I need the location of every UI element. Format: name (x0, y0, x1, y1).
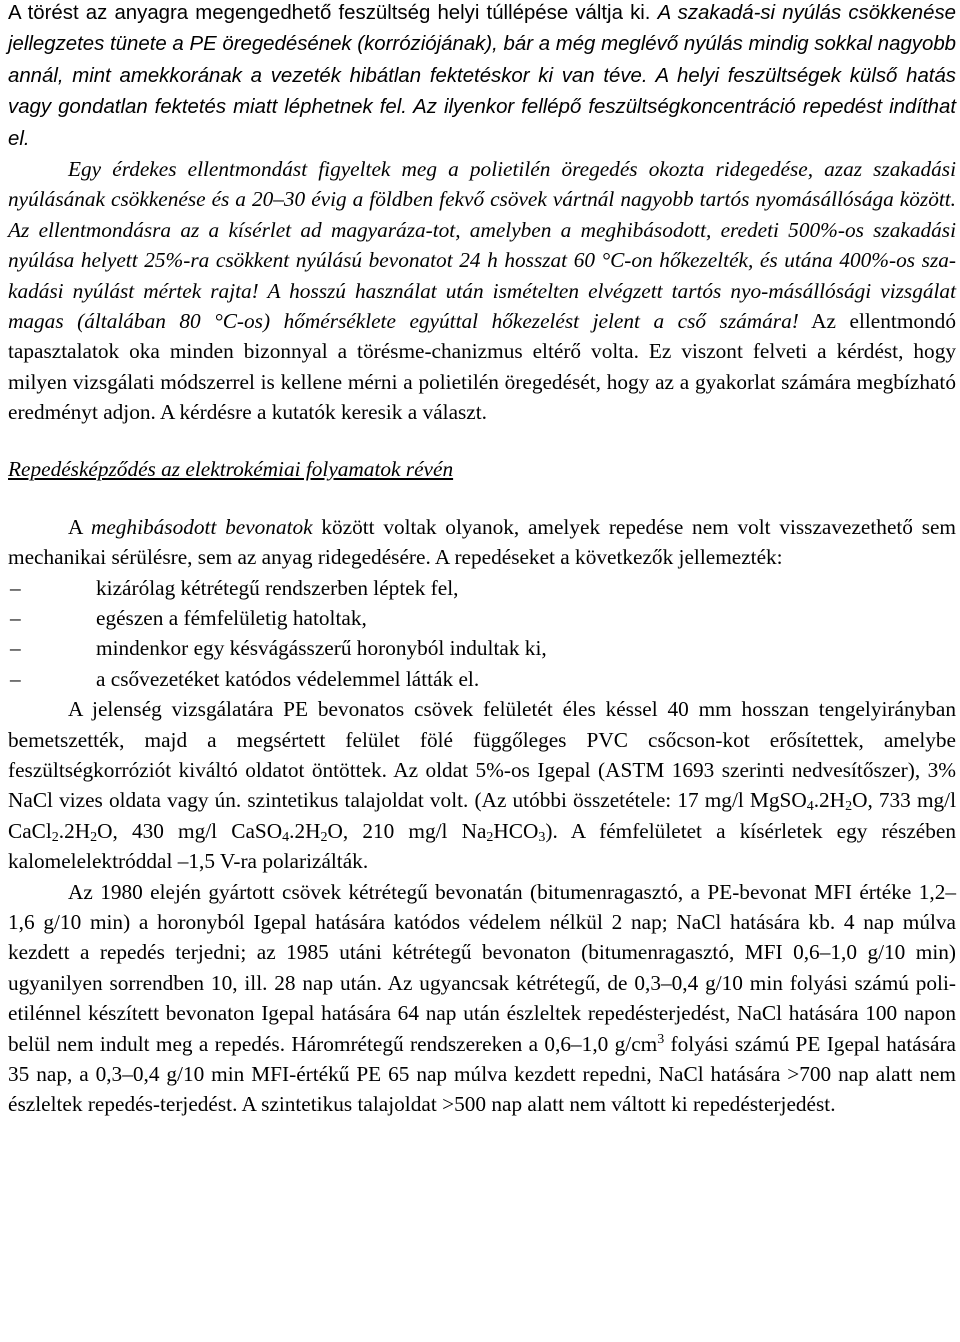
superscript: 3 (657, 1031, 665, 1047)
list-item (8, 633, 956, 663)
subscript: 2 (320, 829, 328, 845)
sentence-lead: A törést az anyagra megengedhető feszültség helyi túllépése váltja ki. (8, 2, 658, 24)
text-run: .2H (813, 788, 846, 813)
sentence-conclusion: Az ellentmondó tapasztalatok oka minden bizonnyal a törésme-chanizmus eltérő volta. Ez viszont felveti a kérdést, hogy milyen vizsgálati módszerrel is kellene mérni a polietilén öregedését, hogy az a gyakorlat számára megbízható eredményt adjon. A kérdésre a kutatók keresik a választ. (8, 309, 956, 425)
list-item (8, 664, 956, 694)
text-run: .2H (58, 818, 91, 843)
subscript: 2 (845, 799, 853, 815)
paragraph-results (8, 877, 956, 1120)
paragraph-experiment-setup (8, 694, 956, 876)
list-item-text: mindenkor egy késvágásszerű horonyból indultak ki, (96, 636, 547, 661)
text-run: között voltak olyanok, amelyek repedése nem volt visszavezethető sem mechanikai sérülésre, sem az anyag ridegedésére. A repedéseket a következők jellemezték: (8, 514, 957, 570)
section-heading: Repedésképződés az elektrokémiai folyamatok révén (8, 456, 454, 481)
list-item (8, 603, 956, 633)
crack-characteristics-list (8, 573, 956, 695)
text-run: ). A fémfelületet a kísérletek egy részében kalomelelektróddal –1,5 V-ra polarizálták. (8, 818, 956, 874)
subscript: 2 (51, 829, 59, 845)
list-item-text: kizárólag kétrétegű rendszerben léptek fel, (96, 575, 459, 600)
dash-bullet: – (10, 636, 21, 661)
text-run: A jelenség vizsgálatára PE bevonatos csövek felületét éles késsel 40 mm hosszan tengelyirányban bemetszették, majd a megsértett felület fölé függőleges PVC csőcson-kot erősítettek, amelybe feszültségkorróziót kiváltó oldatot öntöttek. Az oldat 5%-os Igepal (ASTM 1693 szerinti nedvesítőszer), 3% NaCl vizes oldata vagy ún. szintetikus talajoldat volt. (Az utóbbi összetétele: 17 mg/l MgSO (8, 697, 956, 813)
text-run: Az 1980 elején gyártott csövek kétrétegű bevonatán (bitumenragasztó, a PE-bevonat MFI értéke 1,2–1,6 g/10 min) a horonyból Igepal hatására katódos védelem nélkül 2 nap; NaCl hatására kb. 4 nap múlva kezdett a repedés terjedni; az 1985 utáni kétrétegű bevonaton (bitumenragasztó, MFI 0,6–1,0 g/10 min) ugyanilyen sorrendben 10, ill. 28 nap után. Az ugyancsak kétrétegű, de 0,3–0,4 g/10 min folyási számú poli-etilénnel készített bevonaton Igepal hatására 64 nap után észleltek repedésterjedést, NaCl hatására 100 napon belül nem indult meg a repedés. Háromrétegű rendszereken a 0,6–1,0 g/cm (8, 879, 956, 1056)
text-run: O, 430 mg/l CaSO (97, 818, 283, 843)
dash-bullet: – (10, 666, 21, 691)
list-item-text: a csővezetéket katódos védelemmel látták el. (96, 666, 480, 691)
sentence-elongation: A szakadá-si nyúlás csökkenése jellegzetes tünete a PE öregedésének (korróziójának), bár a még meglévő nyúlás mindig sokkal nagyobb annál, mint amekkorának a vezeték hibátlan fektetéskor ki van téve. (8, 2, 957, 87)
sentence-local-stress: A helyi feszültségek külső hatás vagy gondatlan fektetés miatt léphetnek fel. Az ilyenkor fellépő feszültségkoncentráció repedést indíthat el. (8, 64, 956, 150)
subscript: 4 (806, 799, 814, 815)
subscript: 3 (538, 829, 546, 845)
paragraph-stress-corrosion (8, 0, 956, 428)
text-run: O, 210 mg/l Na (327, 818, 487, 843)
list-item-text: egészen a fémfelületig hatoltak, (96, 605, 367, 630)
dash-bullet: – (10, 605, 21, 630)
text-emphasis: meghibásodott bevonatok (90, 514, 313, 539)
sentence-contradiction: Egy érdekes ellentmondást figyeltek meg a polietilén öregedés okozta ridegedése, azaz szakadási nyúlásának csökkenése és a 20–30 évig a földben fekvő csövek vártnál nagyobb tartós nyomásállósága között. Az ellentmondásra az a kísérlet ad magyaráza-tot, amelyben a meghibásodott, eredeti 500%-os szakadási nyúlása helyett 25%-ra csökkent nyúlású bevonatot 24 h hosszat 60 °C-on hőkezelték, és utána 400%-os sza-kadási nyúlást mértek rajta! A hosszú használat után ismételten elvégzett tartós nyo-másállósági vizsgálat magas (általában 80 °C-os) hőmérséklete egyúttal hőkezelést jelent a cső számára! (8, 157, 956, 334)
dash-bullet: – (10, 575, 21, 600)
text-run: O, 733 mg/l CaCl (8, 788, 956, 843)
text-run: HCO (493, 818, 539, 843)
text-run: .2H (289, 818, 321, 843)
paragraph-failed-coatings (8, 512, 956, 573)
text-run: folyási számú PE Igepal hatására 35 nap, a 0,3–0,4 g/10 min MFI-értékű PE 65 nap múlva kezdett repedni, NaCl hatására >700 nap alatt nem észleltek repedés-terjedést. A szintetikus talajoldat >500 nap alatt nem váltott ki repedésterjedést. (8, 1031, 956, 1117)
subscript: 2 (486, 829, 494, 845)
text-run: A (68, 514, 91, 539)
subscript: 4 (282, 829, 290, 845)
list-item (8, 573, 956, 603)
subscript: 2 (90, 829, 98, 845)
